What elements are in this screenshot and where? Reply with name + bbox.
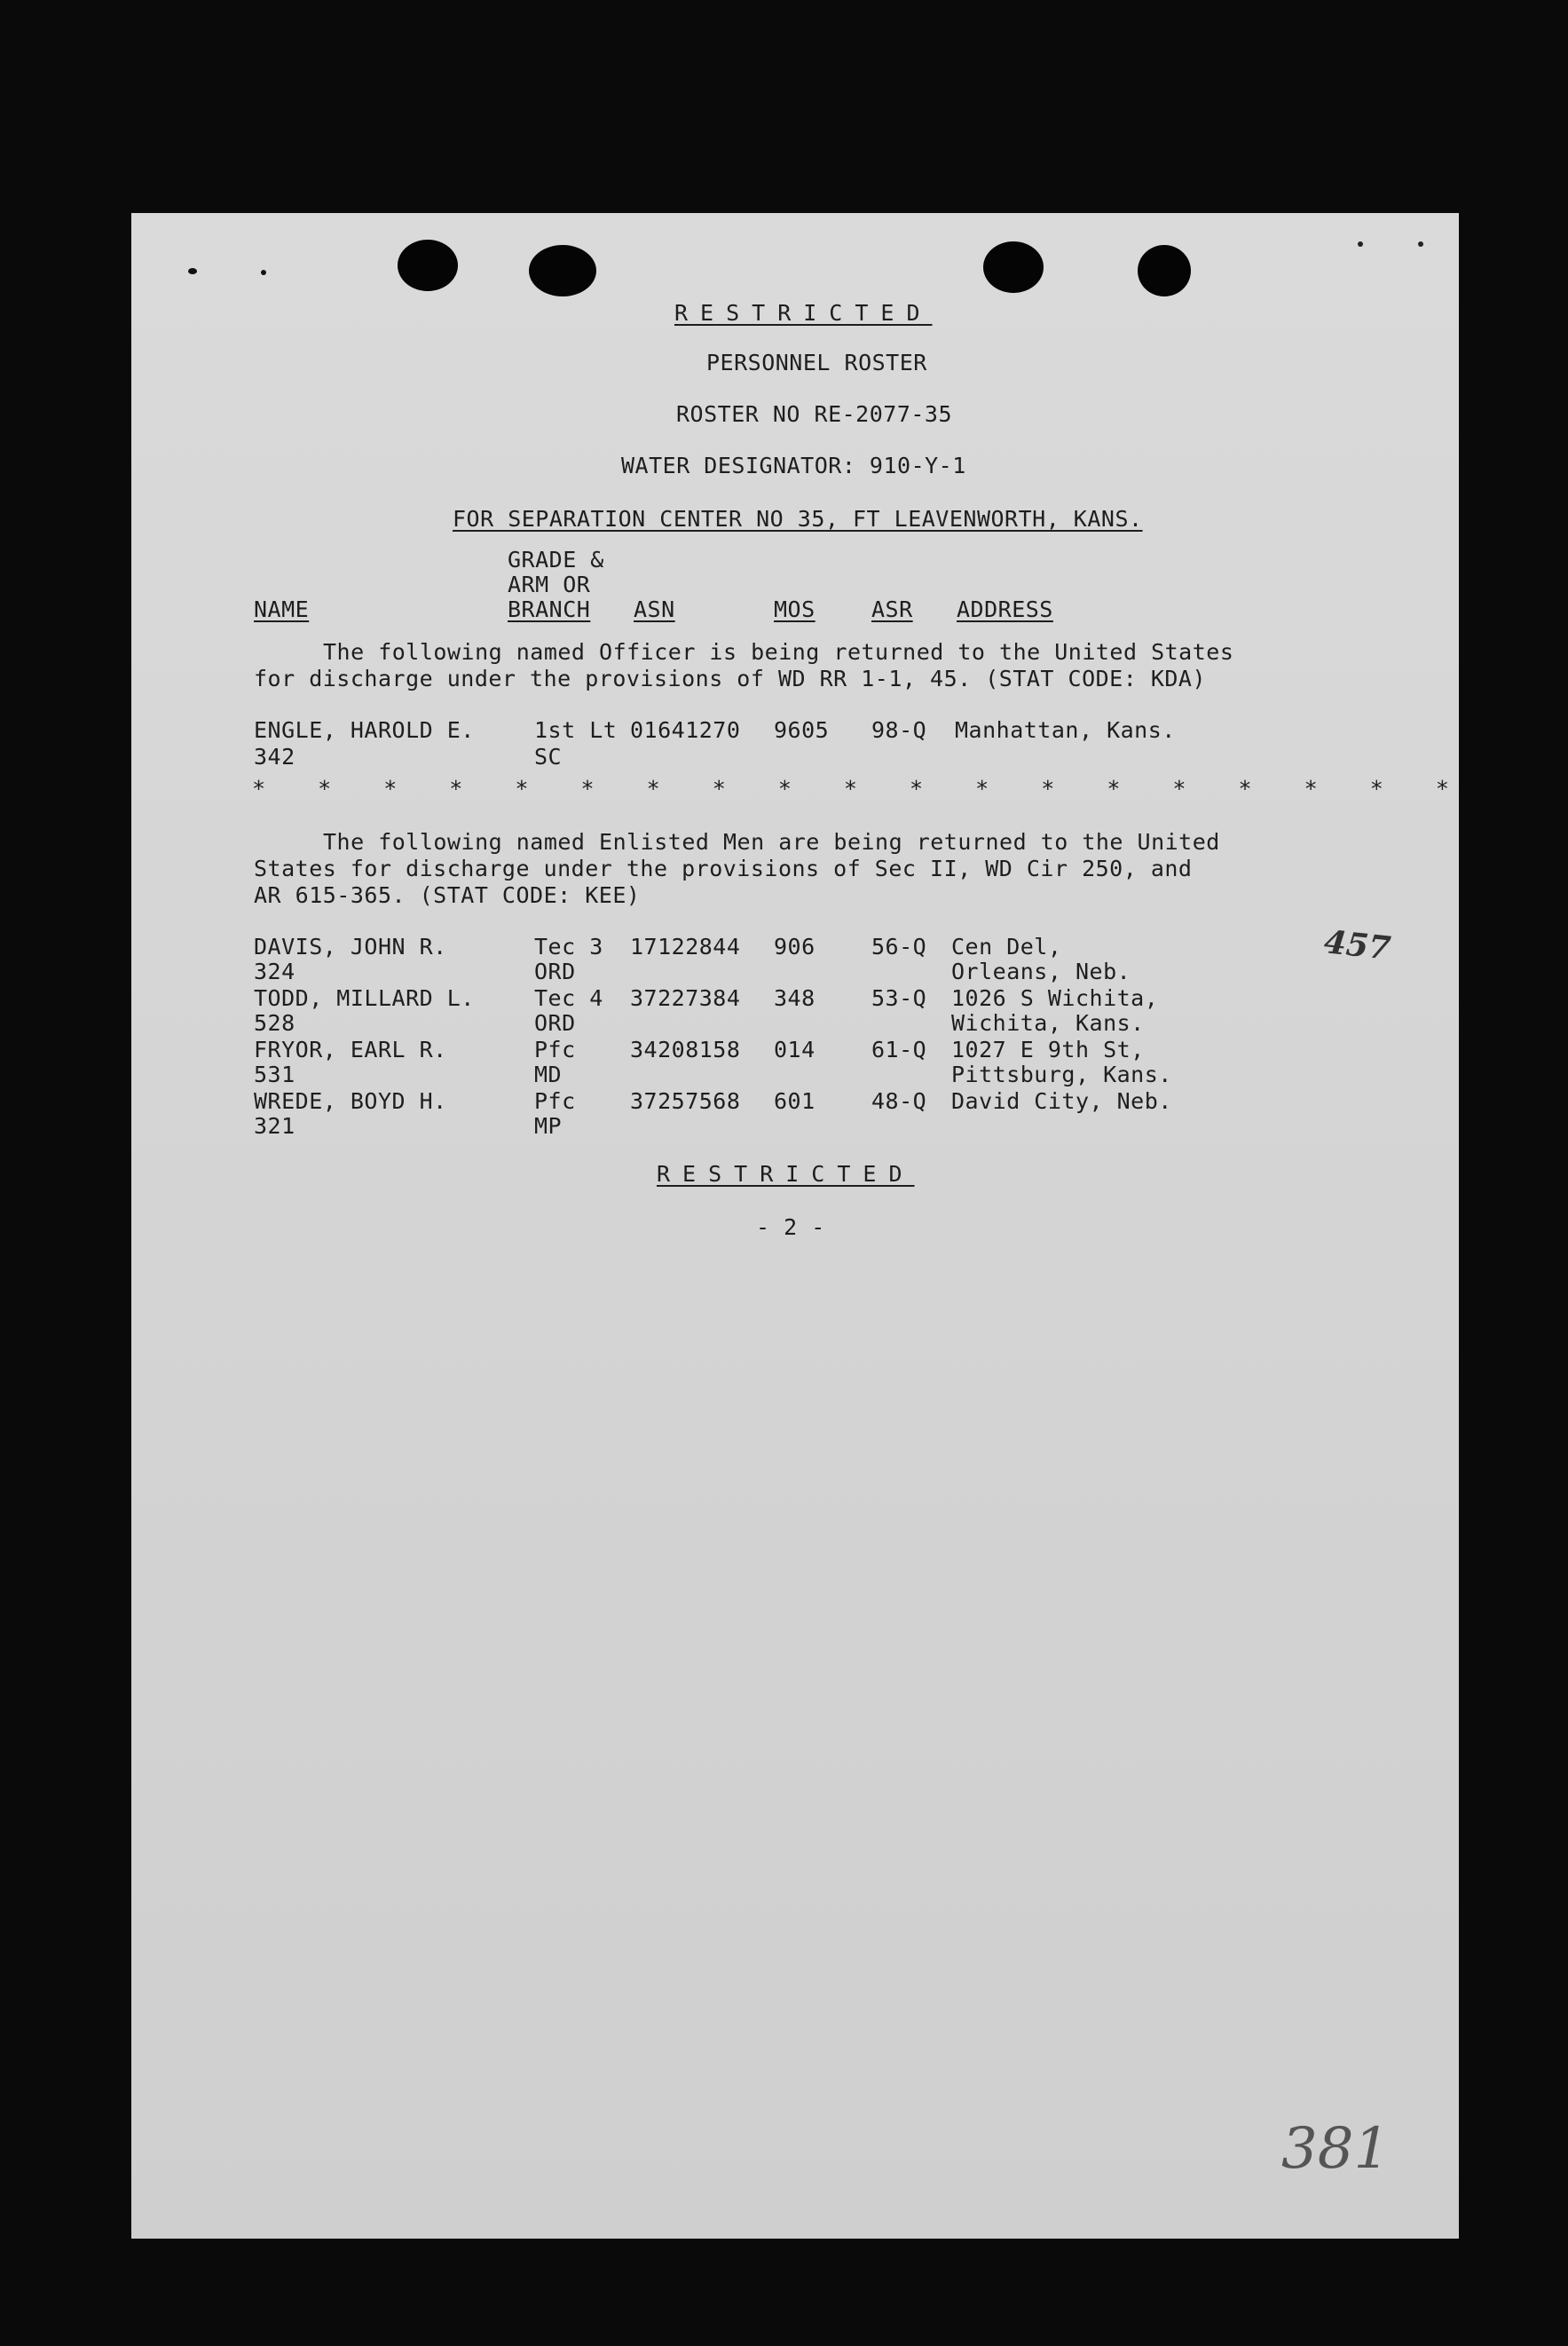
col-mos: MOS <box>774 596 816 622</box>
person-name: WREDE, BOYD H. <box>254 1088 447 1114</box>
person-name: ENGLE, HAROLD E. <box>254 717 475 743</box>
film-speck <box>1358 241 1363 247</box>
col-asn: ASN <box>634 596 675 622</box>
col-asr: ASR <box>871 596 913 622</box>
person-grade: 1st Lt <box>534 717 618 743</box>
col-grade-line1: GRADE & <box>508 547 604 573</box>
person-name: FRYOR, EARL R. <box>254 1037 447 1062</box>
film-speck <box>261 270 266 275</box>
person-branch: MP <box>534 1113 563 1139</box>
officer-paragraph: The following named Officer is being returned to the United States <box>323 639 1234 665</box>
person-branch: SC <box>534 744 563 770</box>
punch-hole <box>398 240 458 291</box>
punch-hole <box>983 241 1044 293</box>
page-number: - 2 - <box>756 1214 825 1240</box>
person-asn: 34208158 <box>630 1037 741 1062</box>
col-name: NAME <box>254 596 310 622</box>
person-name: TODD, MILLARD L. <box>254 985 475 1011</box>
roster-title: PERSONNEL ROSTER <box>706 350 927 375</box>
officer-paragraph: for discharge under the provisions of WD RR 1-1, 45. (STAT CODE: KDA) <box>254 666 1207 691</box>
punch-hole <box>1138 245 1191 296</box>
person-asn: 01641270 <box>630 717 741 743</box>
destination-line: FOR SEPARATION CENTER NO 35, FT LEAVENWORTH, KANS. <box>453 506 1143 532</box>
col-address: ADDRESS <box>957 596 1053 622</box>
film-speck <box>1418 241 1423 247</box>
person-asn: 17122844 <box>630 934 741 960</box>
person-address-line1: Manhattan, Kans. <box>955 717 1176 743</box>
person-grade: Tec 4 <box>534 985 603 1011</box>
person-asn: 37257568 <box>630 1088 741 1114</box>
person-branch: ORD <box>534 1010 576 1036</box>
person-mos: 014 <box>774 1037 816 1062</box>
enlisted-paragraph: The following named Enlisted Men are being returned to the United <box>323 829 1220 855</box>
person-name: DAVIS, JOHN R. <box>254 934 447 960</box>
person-grade: Pfc <box>534 1088 576 1114</box>
roster-number: ROSTER NO RE-2077-35 <box>676 401 953 427</box>
water-designator: WATER DESIGNATOR: 910-Y-1 <box>621 453 966 478</box>
person-code: 324 <box>254 959 295 984</box>
person-address-line2: Pittsburg, Kans. <box>951 1062 1172 1087</box>
person-code: 342 <box>254 744 295 770</box>
person-asr: 53-Q <box>871 985 927 1011</box>
col-grade-line2: ARM OR <box>508 572 591 597</box>
person-branch: MD <box>534 1062 563 1087</box>
person-asr: 56-Q <box>871 934 927 960</box>
classification-footer: RESTRICTED <box>657 1161 915 1187</box>
classification-header: RESTRICTED <box>674 300 933 326</box>
person-mos: 906 <box>774 934 816 960</box>
punch-hole <box>529 245 596 296</box>
person-grade: Tec 3 <box>534 934 603 960</box>
person-address-line1: 1026 S Wichita, <box>951 985 1159 1011</box>
person-mos: 9605 <box>774 717 830 743</box>
roster-page <box>131 213 1469 2239</box>
enlisted-paragraph: States for discharge under the provisions of Sec II, WD Cir 250, and <box>254 856 1193 881</box>
film-speck <box>188 268 197 274</box>
person-code: 321 <box>254 1113 295 1139</box>
person-code: 531 <box>254 1062 295 1087</box>
enlisted-paragraph: AR 615-365. (STAT CODE: KEE) <box>254 882 641 908</box>
page-stamp-number: 381 <box>1281 2116 1391 2182</box>
person-asr: 61-Q <box>871 1037 927 1062</box>
person-address-line1: David City, Neb. <box>951 1088 1172 1114</box>
person-address-line1: 1027 E 9th St, <box>951 1037 1145 1062</box>
person-mos: 601 <box>774 1088 816 1114</box>
person-address-line2: Orleans, Neb. <box>951 959 1131 984</box>
person-grade: Pfc <box>534 1037 576 1062</box>
person-code: 528 <box>254 1010 295 1036</box>
person-branch: ORD <box>534 959 576 984</box>
person-address-line2: Wichita, Kans. <box>951 1010 1145 1036</box>
person-mos: 348 <box>774 985 816 1011</box>
asterisk-separator: * * * * * * * * * * * * * * * * * * * <box>252 776 1469 802</box>
person-asr: 48-Q <box>871 1088 927 1114</box>
col-grade-line3: BRANCH <box>508 596 591 622</box>
person-asr: 98-Q <box>871 717 927 743</box>
person-asn: 37227384 <box>630 985 741 1011</box>
margin-handwritten-number: 457 <box>1322 923 1393 968</box>
person-address-line1: Cen Del, <box>951 934 1062 960</box>
